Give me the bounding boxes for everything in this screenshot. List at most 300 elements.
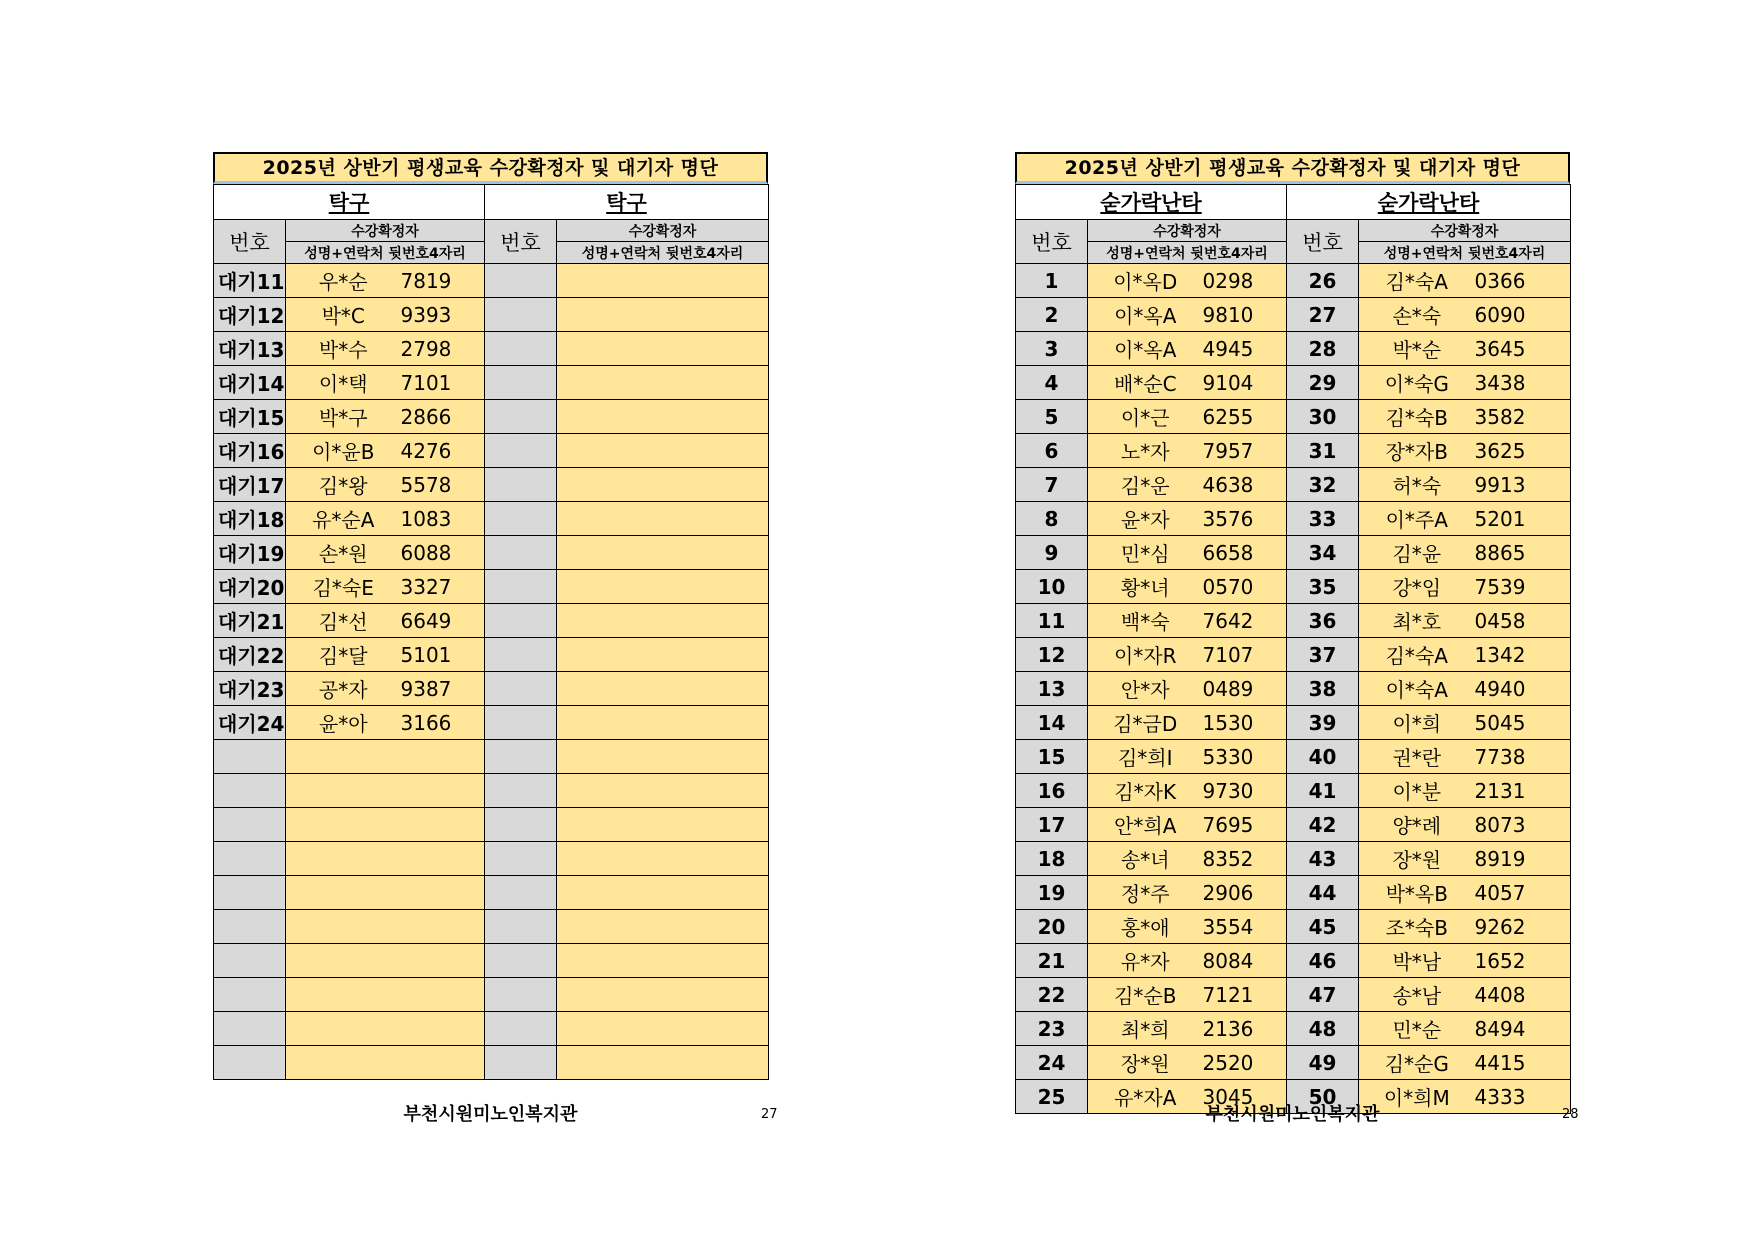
table-row <box>1016 876 1571 910</box>
member-name: 송*녀 <box>1088 842 1203 876</box>
member-name: 이*옥D <box>1088 264 1203 298</box>
row-number: 12 <box>1016 638 1088 672</box>
member-name: 이*택 <box>286 366 401 400</box>
table-row <box>214 876 769 910</box>
row-number: 23 <box>1016 1012 1088 1046</box>
row-number: 22 <box>1016 978 1088 1012</box>
empty-number-cell <box>214 978 286 1012</box>
row-number: 26 <box>1287 264 1359 298</box>
phone-last4: 8494 <box>1475 1012 1571 1046</box>
table-row <box>1016 706 1571 740</box>
member-name: 김*윤 <box>1359 536 1475 570</box>
phone-last4: 2798 <box>401 332 485 366</box>
detail-header: 성명+연락처 뒷번호4자리 <box>1359 242 1571 264</box>
row-number: 대기20 <box>214 570 286 604</box>
empty-number-cell <box>485 1046 557 1080</box>
member-name: 홍*애 <box>1088 910 1203 944</box>
phone-last4: 8919 <box>1475 842 1571 876</box>
member-name: 권*란 <box>1359 740 1475 774</box>
member-name: 윤*자 <box>1088 502 1203 536</box>
phone-last4: 3327 <box>401 570 485 604</box>
page-title: 2025년 상반기 평생교육 수강확정자 및 대기자 명단 <box>1015 152 1570 184</box>
empty-entry-cell <box>557 536 769 570</box>
row-number: 32 <box>1287 468 1359 502</box>
member-name: 박*C <box>286 298 401 332</box>
row-number: 19 <box>1016 876 1088 910</box>
empty-entry-cell <box>286 876 485 910</box>
row-number: 1 <box>1016 264 1088 298</box>
member-name: 이*주A <box>1359 502 1475 536</box>
table-row <box>214 672 769 706</box>
row-number: 29 <box>1287 366 1359 400</box>
member-name: 장*원 <box>1359 842 1475 876</box>
phone-last4: 7539 <box>1475 570 1571 604</box>
course-name: 탁구 <box>485 185 769 220</box>
empty-entry-cell <box>286 808 485 842</box>
page-27 <box>213 152 768 1080</box>
member-name: 민*순 <box>1359 1012 1475 1046</box>
row-number: 대기23 <box>214 672 286 706</box>
member-name: 최*호 <box>1359 604 1475 638</box>
empty-number-cell <box>485 366 557 400</box>
member-name: 김*숙B <box>1359 400 1475 434</box>
member-name: 김*숙A <box>1359 638 1475 672</box>
member-name: 이*자R <box>1088 638 1203 672</box>
member-name: 김*달 <box>286 638 401 672</box>
phone-last4: 6090 <box>1475 298 1571 332</box>
phone-last4: 9913 <box>1475 468 1571 502</box>
table-row <box>1016 502 1571 536</box>
table-row <box>214 332 769 366</box>
table-row <box>1016 944 1571 978</box>
member-name: 김*금D <box>1088 706 1203 740</box>
row-number: 28 <box>1287 332 1359 366</box>
empty-entry-cell <box>557 570 769 604</box>
empty-number-cell <box>214 1012 286 1046</box>
empty-number-cell <box>214 842 286 876</box>
row-number: 20 <box>1016 910 1088 944</box>
phone-last4: 5330 <box>1203 740 1287 774</box>
member-name: 이*분 <box>1359 774 1475 808</box>
table-row <box>1016 1012 1571 1046</box>
row-number: 43 <box>1287 842 1359 876</box>
row-number: 45 <box>1287 910 1359 944</box>
empty-number-cell <box>485 706 557 740</box>
member-name: 안*자 <box>1088 672 1203 706</box>
table-row <box>1016 570 1571 604</box>
member-name: 박*순 <box>1359 332 1475 366</box>
empty-entry-cell <box>557 672 769 706</box>
table-row <box>214 910 769 944</box>
row-number: 17 <box>1016 808 1088 842</box>
member-name: 손*원 <box>286 536 401 570</box>
row-number: 41 <box>1287 774 1359 808</box>
row-number: 대기14 <box>214 366 286 400</box>
table-row <box>1016 468 1571 502</box>
page-number: 27 <box>761 1107 778 1122</box>
phone-last4: 0570 <box>1203 570 1287 604</box>
row-number: 18 <box>1016 842 1088 876</box>
page-title: 2025년 상반기 평생교육 수강확정자 및 대기자 명단 <box>213 152 768 184</box>
empty-entry-cell <box>557 774 769 808</box>
empty-entry-cell <box>286 910 485 944</box>
member-name: 이*희M <box>1359 1080 1475 1114</box>
empty-entry-cell <box>286 740 485 774</box>
row-number: 15 <box>1016 740 1088 774</box>
empty-entry-cell <box>557 1012 769 1046</box>
table-row <box>214 264 769 298</box>
phone-last4: 4945 <box>1203 332 1287 366</box>
row-number: 대기22 <box>214 638 286 672</box>
empty-entry-cell <box>557 400 769 434</box>
table-row <box>214 502 769 536</box>
member-name: 이*숙A <box>1359 672 1475 706</box>
phone-last4: 4057 <box>1475 876 1571 910</box>
table-row <box>1016 774 1571 808</box>
member-name: 이*옥A <box>1088 298 1203 332</box>
table-row <box>214 740 769 774</box>
phone-last4: 6255 <box>1203 400 1287 434</box>
phone-last4: 6088 <box>401 536 485 570</box>
member-name: 김*자K <box>1088 774 1203 808</box>
row-number: 대기16 <box>214 434 286 468</box>
empty-entry-cell <box>557 332 769 366</box>
table-row <box>214 638 769 672</box>
number-header: 번호 <box>1016 220 1088 264</box>
empty-number-cell <box>485 876 557 910</box>
empty-number-cell <box>214 1046 286 1080</box>
empty-number-cell <box>485 400 557 434</box>
row-number: 24 <box>1016 1046 1088 1080</box>
phone-last4: 4638 <box>1203 468 1287 502</box>
table-row <box>214 1012 769 1046</box>
table-row <box>1016 672 1571 706</box>
confirmed-header: 수강확정자 <box>1088 220 1287 242</box>
table-row <box>214 604 769 638</box>
empty-number-cell <box>485 978 557 1012</box>
member-name: 박*구 <box>286 400 401 434</box>
phone-last4: 6649 <box>401 604 485 638</box>
phone-last4: 6658 <box>1203 536 1287 570</box>
phone-last4: 5201 <box>1475 502 1571 536</box>
confirmed-header: 수강확정자 <box>557 220 769 242</box>
member-name: 송*남 <box>1359 978 1475 1012</box>
phone-last4: 3625 <box>1475 434 1571 468</box>
empty-number-cell <box>485 536 557 570</box>
phone-last4: 1083 <box>401 502 485 536</box>
table-row <box>214 570 769 604</box>
table-row <box>214 706 769 740</box>
member-name: 황*녀 <box>1088 570 1203 604</box>
phone-last4: 3554 <box>1203 910 1287 944</box>
phone-last4: 7957 <box>1203 434 1287 468</box>
row-number: 27 <box>1287 298 1359 332</box>
empty-number-cell <box>485 298 557 332</box>
empty-number-cell <box>214 944 286 978</box>
row-number: 42 <box>1287 808 1359 842</box>
row-number: 31 <box>1287 434 1359 468</box>
phone-last4: 7695 <box>1203 808 1287 842</box>
row-number: 25 <box>1016 1080 1088 1114</box>
table-row <box>1016 264 1571 298</box>
phone-last4: 4276 <box>401 434 485 468</box>
phone-last4: 0489 <box>1203 672 1287 706</box>
member-name: 유*자 <box>1088 944 1203 978</box>
member-name: 백*숙 <box>1088 604 1203 638</box>
table-row <box>214 1046 769 1080</box>
phone-last4: 5578 <box>401 468 485 502</box>
empty-entry-cell <box>286 1012 485 1046</box>
row-number: 47 <box>1287 978 1359 1012</box>
empty-entry-cell <box>557 502 769 536</box>
phone-last4: 7121 <box>1203 978 1287 1012</box>
empty-entry-cell <box>286 842 485 876</box>
phone-last4: 2136 <box>1203 1012 1287 1046</box>
member-name: 공*자 <box>286 672 401 706</box>
empty-number-cell <box>485 502 557 536</box>
member-name: 김*순G <box>1359 1046 1475 1080</box>
table-row <box>1016 978 1571 1012</box>
phone-last4: 5101 <box>401 638 485 672</box>
member-name: 이*근 <box>1088 400 1203 434</box>
table-row <box>1016 604 1571 638</box>
row-number: 40 <box>1287 740 1359 774</box>
table-row <box>214 434 769 468</box>
row-number: 13 <box>1016 672 1088 706</box>
member-name: 김*희I <box>1088 740 1203 774</box>
roster-table <box>1015 184 1571 1114</box>
phone-last4: 4333 <box>1475 1080 1571 1114</box>
phone-last4: 4408 <box>1475 978 1571 1012</box>
table-row <box>1016 740 1571 774</box>
detail-header: 성명+연락처 뒷번호4자리 <box>557 242 769 264</box>
row-number: 대기11 <box>214 264 286 298</box>
empty-entry-cell <box>557 910 769 944</box>
empty-entry-cell <box>557 706 769 740</box>
row-number: 9 <box>1016 536 1088 570</box>
empty-entry-cell <box>557 264 769 298</box>
member-name: 정*주 <box>1088 876 1203 910</box>
member-name: 윤*아 <box>286 706 401 740</box>
member-name: 박*남 <box>1359 944 1475 978</box>
empty-entry-cell <box>557 638 769 672</box>
table-row <box>214 400 769 434</box>
confirmed-header: 수강확정자 <box>286 220 485 242</box>
member-name: 이*희 <box>1359 706 1475 740</box>
course-name: 숟가락난타 <box>1016 185 1287 220</box>
empty-entry-cell <box>557 298 769 332</box>
table-row <box>1016 332 1571 366</box>
table-row <box>214 366 769 400</box>
empty-entry-cell <box>557 604 769 638</box>
phone-last4: 2131 <box>1475 774 1571 808</box>
row-number: 49 <box>1287 1046 1359 1080</box>
row-number: 11 <box>1016 604 1088 638</box>
table-row <box>1016 842 1571 876</box>
detail-header: 성명+연락처 뒷번호4자리 <box>286 242 485 264</box>
phone-last4: 0366 <box>1475 264 1571 298</box>
row-number: 46 <box>1287 944 1359 978</box>
empty-number-cell <box>485 672 557 706</box>
footer-org: 부천시원미노인복지관 <box>403 1104 578 1125</box>
row-number: 37 <box>1287 638 1359 672</box>
row-number: 10 <box>1016 570 1088 604</box>
table-row <box>214 978 769 1012</box>
row-number: 3 <box>1016 332 1088 366</box>
table-row <box>1016 910 1571 944</box>
empty-number-cell <box>485 468 557 502</box>
empty-entry-cell <box>286 978 485 1012</box>
member-name: 최*희 <box>1088 1012 1203 1046</box>
empty-number-cell <box>485 944 557 978</box>
row-number: 33 <box>1287 502 1359 536</box>
course-name: 탁구 <box>214 185 485 220</box>
member-name: 김*왕 <box>286 468 401 502</box>
phone-last4: 7819 <box>401 264 485 298</box>
phone-last4: 2906 <box>1203 876 1287 910</box>
phone-last4: 9810 <box>1203 298 1287 332</box>
empty-entry-cell <box>557 1046 769 1080</box>
detail-header: 성명+연락처 뒷번호4자리 <box>1088 242 1287 264</box>
phone-last4: 3166 <box>401 706 485 740</box>
member-name: 노*자 <box>1088 434 1203 468</box>
empty-entry-cell <box>557 842 769 876</box>
member-name: 안*희A <box>1088 808 1203 842</box>
phone-last4: 9262 <box>1475 910 1571 944</box>
table-row <box>1016 1046 1571 1080</box>
row-number: 4 <box>1016 366 1088 400</box>
empty-number-cell <box>214 808 286 842</box>
empty-entry-cell <box>557 808 769 842</box>
row-number: 8 <box>1016 502 1088 536</box>
phone-last4: 8073 <box>1475 808 1571 842</box>
empty-entry-cell <box>557 740 769 774</box>
member-name: 이*윤B <box>286 434 401 468</box>
member-name: 유*자A <box>1088 1080 1203 1114</box>
row-number: 대기19 <box>214 536 286 570</box>
row-number: 21 <box>1016 944 1088 978</box>
row-number: 대기15 <box>214 400 286 434</box>
row-number: 대기12 <box>214 298 286 332</box>
row-number: 대기17 <box>214 468 286 502</box>
empty-number-cell <box>214 774 286 808</box>
empty-number-cell <box>485 638 557 672</box>
row-number: 50 <box>1287 1080 1359 1114</box>
empty-number-cell <box>214 740 286 774</box>
row-number: 30 <box>1287 400 1359 434</box>
phone-last4: 4940 <box>1475 672 1571 706</box>
row-number: 35 <box>1287 570 1359 604</box>
member-name: 강*임 <box>1359 570 1475 604</box>
phone-last4: 8084 <box>1203 944 1287 978</box>
member-name: 장*자B <box>1359 434 1475 468</box>
table-row <box>1016 638 1571 672</box>
row-number: 6 <box>1016 434 1088 468</box>
phone-last4: 4415 <box>1475 1046 1571 1080</box>
phone-last4: 1530 <box>1203 706 1287 740</box>
table-row <box>1016 808 1571 842</box>
empty-number-cell <box>485 808 557 842</box>
phone-last4: 0298 <box>1203 264 1287 298</box>
empty-number-cell <box>485 434 557 468</box>
row-number: 34 <box>1287 536 1359 570</box>
empty-number-cell <box>214 876 286 910</box>
empty-number-cell <box>485 774 557 808</box>
member-name: 민*심 <box>1088 536 1203 570</box>
phone-last4: 1342 <box>1475 638 1571 672</box>
number-header: 번호 <box>485 220 557 264</box>
phone-last4: 9104 <box>1203 366 1287 400</box>
phone-last4: 5045 <box>1475 706 1571 740</box>
phone-last4: 9387 <box>401 672 485 706</box>
phone-last4: 3438 <box>1475 366 1571 400</box>
number-header: 번호 <box>1287 220 1359 264</box>
member-name: 장*원 <box>1088 1046 1203 1080</box>
table-row <box>1016 366 1571 400</box>
member-name: 김*순B <box>1088 978 1203 1012</box>
empty-entry-cell <box>557 944 769 978</box>
phone-last4: 3576 <box>1203 502 1287 536</box>
row-number: 16 <box>1016 774 1088 808</box>
row-number: 38 <box>1287 672 1359 706</box>
member-name: 박*옥B <box>1359 876 1475 910</box>
empty-number-cell <box>485 910 557 944</box>
phone-last4: 1652 <box>1475 944 1571 978</box>
member-name: 김*운 <box>1088 468 1203 502</box>
member-name: 양*례 <box>1359 808 1475 842</box>
row-number: 2 <box>1016 298 1088 332</box>
table-row <box>1016 400 1571 434</box>
phone-last4: 7738 <box>1475 740 1571 774</box>
member-name: 조*숙B <box>1359 910 1475 944</box>
phone-last4: 8352 <box>1203 842 1287 876</box>
table-row <box>1016 434 1571 468</box>
table-row <box>214 944 769 978</box>
phone-last4: 7107 <box>1203 638 1287 672</box>
table-row <box>1016 298 1571 332</box>
phone-last4: 9730 <box>1203 774 1287 808</box>
table-row <box>214 774 769 808</box>
member-name: 배*순C <box>1088 366 1203 400</box>
member-name: 김*숙A <box>1359 264 1475 298</box>
empty-number-cell <box>485 842 557 876</box>
page-number: 28 <box>1562 1107 1579 1122</box>
phone-last4: 7101 <box>401 366 485 400</box>
row-number: 5 <box>1016 400 1088 434</box>
empty-entry-cell <box>557 468 769 502</box>
empty-entry-cell <box>557 876 769 910</box>
row-number: 44 <box>1287 876 1359 910</box>
table-row <box>1016 536 1571 570</box>
number-header: 번호 <box>214 220 286 264</box>
confirmed-header: 수강확정자 <box>1359 220 1571 242</box>
member-name: 이*옥A <box>1088 332 1203 366</box>
phone-last4: 0458 <box>1475 604 1571 638</box>
member-name: 우*순 <box>286 264 401 298</box>
empty-number-cell <box>485 264 557 298</box>
empty-number-cell <box>485 604 557 638</box>
course-name: 숟가락난타 <box>1287 185 1571 220</box>
table-row <box>214 842 769 876</box>
table-row <box>214 808 769 842</box>
phone-last4: 2520 <box>1203 1046 1287 1080</box>
phone-last4: 8865 <box>1475 536 1571 570</box>
phone-last4: 9393 <box>401 298 485 332</box>
member-name: 이*숙G <box>1359 366 1475 400</box>
row-number: 대기24 <box>214 706 286 740</box>
phone-last4: 7642 <box>1203 604 1287 638</box>
empty-entry-cell <box>286 774 485 808</box>
